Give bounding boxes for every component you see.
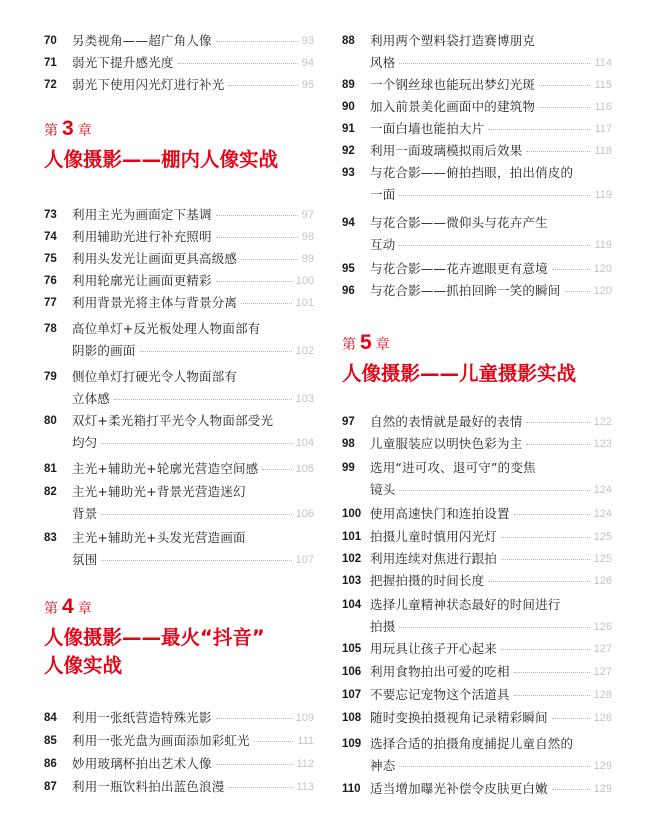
dot-leader [228, 85, 297, 86]
toc-entry-line [44, 458, 314, 480]
toc-entry[interactable] [342, 457, 612, 501]
toc-entry[interactable] [44, 226, 314, 248]
dot-leader [501, 537, 590, 538]
toc-entry[interactable] [44, 74, 314, 96]
dot-leader [216, 764, 293, 765]
toc-entry[interactable] [342, 96, 612, 118]
toc-entry[interactable] [342, 30, 612, 74]
entry-number: 88 [342, 35, 355, 47]
toc-entry[interactable] [44, 52, 314, 74]
toc-entry-line [44, 366, 314, 388]
entry-number: 83 [44, 532, 57, 544]
toc-entry-line [342, 638, 612, 660]
entry-number: 98 [342, 438, 355, 450]
toc-entry-line [44, 226, 314, 248]
toc-entry[interactable] [342, 594, 612, 638]
toc-entry-line [342, 280, 612, 302]
dot-leader [216, 281, 292, 282]
entry-number: 87 [44, 781, 57, 793]
chapter-heading [44, 118, 314, 174]
entry-title: 加入前景美化画面中的建筑物 [370, 99, 536, 114]
toc-entry[interactable] [44, 730, 314, 752]
dot-leader [526, 444, 589, 445]
toc-entry-line [342, 755, 612, 777]
entry-number: 75 [44, 253, 57, 265]
page-number: 104 [295, 437, 314, 449]
entry-title: 利用轮廓光让画面更精彩 [72, 273, 212, 288]
toc-entry[interactable] [44, 292, 314, 314]
entry-title: 弱光下使用闪光灯进行补光 [72, 77, 225, 92]
page-number: 106 [295, 508, 314, 520]
toc-entry-line [342, 479, 612, 501]
toc-entry-line [44, 292, 314, 314]
dot-leader [539, 85, 590, 86]
toc-entry[interactable] [342, 118, 612, 140]
entry-number: 84 [44, 712, 57, 724]
toc-entry[interactable] [44, 753, 314, 775]
toc-entry[interactable] [342, 411, 612, 433]
dot-leader [552, 718, 590, 719]
entry-title: 利用背景光将主体与背景分离 [72, 295, 238, 310]
page-number: 123 [593, 438, 612, 450]
chapter-number: 5 [360, 331, 372, 354]
entry-title: 妙用玻璃杯拍出艺术人像 [72, 756, 212, 771]
entry-number: 92 [342, 145, 355, 157]
entry-title: 利用头发光让画面更具高级感 [72, 251, 238, 266]
dot-leader [488, 581, 589, 582]
chapter-title-line: 人像摄影——棚内人像实战 [44, 148, 279, 171]
entry-title: 利用主光为画面定下基调 [72, 207, 212, 222]
entry-number: 77 [44, 297, 57, 309]
entry-number: 94 [342, 217, 355, 229]
entry-title: 不要忘记宠物这个活道具 [370, 687, 510, 702]
page-number: 112 [296, 758, 314, 770]
toc-entry-line [44, 30, 314, 52]
toc-entry-line [342, 733, 612, 755]
toc-entry-line [44, 730, 314, 752]
chapter-title-line: 人像实战 [44, 654, 123, 677]
toc-entry-line [44, 318, 314, 340]
dot-leader [216, 718, 292, 719]
entry-number: 86 [44, 758, 57, 770]
dot-leader [526, 422, 589, 423]
entry-title: 一个钢丝球也能玩出梦幻光斑 [370, 77, 536, 92]
toc-entry-line [44, 204, 314, 226]
toc-entry-line [44, 432, 314, 454]
page-number: 107 [295, 554, 314, 566]
entry-title: 氛围 [72, 552, 98, 567]
entry-title: 利用辅助光进行补充照明 [72, 229, 212, 244]
entry-title: 用玩具让孩子开心起来 [370, 641, 498, 656]
dot-leader [101, 514, 291, 515]
chapter-title-line: 人像摄影——儿童摄影实战 [342, 362, 577, 385]
toc-entry-line [342, 707, 612, 729]
chapter-number: 3 [62, 117, 74, 140]
toc-entry-line [44, 753, 314, 775]
entry-title: 选用“进可攻、退可守”的变焦 [370, 460, 536, 475]
page-number: 94 [301, 57, 314, 69]
dot-leader [399, 490, 589, 491]
toc-entry-line [342, 684, 612, 706]
toc-entry-line [342, 118, 612, 140]
toc-entry-line [342, 570, 612, 592]
dot-leader [488, 129, 590, 130]
toc-entry[interactable] [342, 74, 612, 96]
entry-number: 71 [44, 57, 57, 69]
entry-title: 利用一张光盘为画面添加彩虹光 [72, 733, 250, 748]
entry-title: 拍摄儿童时慎用闪光灯 [370, 529, 498, 544]
toc-entry[interactable] [44, 481, 314, 525]
chapter-label [342, 332, 612, 354]
toc-entry-line [44, 340, 314, 362]
dot-leader [526, 151, 590, 152]
entry-number: 109 [342, 738, 362, 750]
entry-number: 93 [342, 167, 355, 179]
entry-title: 均匀 [72, 435, 98, 450]
toc-entry[interactable] [342, 684, 612, 706]
entry-number: 80 [44, 415, 57, 427]
chapter-suffix: 章 [77, 123, 92, 139]
page-number: 129 [593, 783, 612, 795]
toc-entry-line [342, 30, 612, 52]
toc-entry[interactable] [44, 30, 314, 52]
dot-leader [399, 627, 589, 628]
entry-number: 79 [44, 371, 57, 383]
entry-title: 利用一面玻璃模拟雨后效果 [370, 143, 523, 158]
page-number: 97 [301, 209, 314, 221]
entry-title: 主光+辅助光+轮廓光营造空间感 [72, 461, 259, 476]
entry-title: 弱光下提升感光度 [72, 55, 174, 70]
page-number: 113 [296, 781, 314, 793]
toc-entry[interactable] [342, 433, 612, 455]
toc-entry-line [44, 410, 314, 432]
entry-title: 利用一瓶饮料拍出蓝色浪漫 [72, 779, 225, 794]
toc-entry-line [342, 411, 612, 433]
toc-entry-line [342, 96, 612, 118]
chapter-title [342, 360, 612, 388]
page-number: 116 [594, 101, 612, 113]
entry-number: 103 [342, 575, 362, 587]
toc-entry[interactable] [44, 366, 314, 410]
dot-leader [514, 672, 590, 673]
page-number: 120 [593, 263, 612, 275]
toc-entry[interactable] [44, 527, 314, 571]
entry-number: 102 [342, 553, 362, 565]
toc-entry[interactable] [342, 707, 612, 729]
chapter-suffix: 章 [77, 601, 92, 617]
toc-entry[interactable] [342, 212, 612, 256]
page-number: 125 [593, 531, 612, 543]
page-number: 101 [295, 297, 314, 309]
chapter-heading [44, 596, 314, 680]
entry-number: 97 [342, 416, 355, 428]
dot-leader [114, 399, 292, 400]
entry-title: 利用连续对焦进行跟拍 [370, 551, 498, 566]
chapter-suffix: 章 [375, 337, 390, 353]
page-number: 102 [295, 345, 314, 357]
toc-entry-line [342, 258, 612, 280]
toc-entry[interactable] [342, 778, 612, 800]
toc-entry-line [44, 549, 314, 571]
toc-entry-line [342, 778, 612, 800]
page-number: 127 [593, 666, 612, 678]
entry-number: 101 [342, 531, 362, 543]
page-number: 115 [594, 79, 612, 91]
chapter-title [44, 624, 314, 680]
toc-entry-line [342, 234, 612, 256]
page-number: 126 [593, 575, 612, 587]
dot-leader [501, 649, 590, 650]
entry-title: 利用两个塑料袋打造赛博朋克 [370, 33, 536, 48]
dot-leader [399, 766, 589, 767]
toc-entry[interactable] [44, 458, 314, 480]
toc-entry[interactable] [342, 162, 612, 206]
chapter-prefix: 第 [44, 123, 58, 139]
dot-leader [228, 787, 292, 788]
toc-entry-line [44, 481, 314, 503]
page-number: 122 [593, 416, 612, 428]
entry-title: 随时变换拍摄视角记录精彩瞬间 [370, 710, 548, 725]
page-number: 128 [593, 689, 612, 701]
entry-title: 拍摄 [370, 619, 396, 634]
toc-entry-line [342, 184, 612, 206]
entry-title: 选择合适的拍摄角度捕捉儿童自然的 [370, 736, 574, 751]
entry-number: 70 [44, 35, 57, 47]
entry-number: 91 [342, 123, 355, 135]
chapter-prefix: 第 [342, 337, 356, 353]
toc-entry-line [342, 594, 612, 616]
page-number: 93 [301, 35, 314, 47]
toc-entry-line [342, 74, 612, 96]
toc-entry[interactable] [342, 570, 612, 592]
page-number: 129 [593, 760, 612, 772]
entry-number: 90 [342, 101, 355, 113]
dot-leader [539, 107, 590, 108]
dot-leader [216, 237, 298, 238]
chapter-label [44, 118, 314, 140]
toc-entry-line [44, 707, 314, 729]
dot-leader [514, 514, 590, 515]
chapter-number: 4 [62, 595, 74, 618]
entry-number: 81 [44, 463, 57, 475]
toc-entry[interactable] [342, 258, 612, 280]
entry-title: 使用高速快门和连拍设置 [370, 506, 510, 521]
entry-title: 互动 [370, 237, 396, 252]
entry-number: 104 [342, 599, 362, 611]
toc-entry-line [44, 52, 314, 74]
toc-entry-line [342, 52, 612, 74]
entry-title: 立体感 [72, 391, 111, 406]
toc-entry-line [44, 388, 314, 410]
page-number: 126 [593, 621, 612, 633]
dot-leader [254, 741, 293, 742]
toc-entry[interactable] [44, 318, 314, 362]
toc-entry-line [342, 140, 612, 162]
chapter-prefix: 第 [44, 601, 58, 617]
toc-entry-line [342, 433, 612, 455]
chapter-label [44, 596, 314, 618]
toc-entry[interactable] [342, 503, 612, 525]
toc-entry-line [342, 548, 612, 570]
entry-number: 110 [342, 783, 361, 795]
entry-title: 自然的表情就是最好的表情 [370, 414, 523, 429]
dot-leader [262, 469, 291, 470]
entry-title: 主光+辅助光+头发光营造画面 [72, 530, 246, 545]
toc-entry[interactable] [44, 707, 314, 729]
dot-leader [241, 303, 292, 304]
toc-entry[interactable] [44, 204, 314, 226]
chapter-title-line: 人像摄影——最火“抖音” [44, 626, 265, 649]
toc-entry[interactable] [342, 140, 612, 162]
dot-leader [514, 695, 590, 696]
dot-leader [552, 789, 590, 790]
entry-number: 78 [44, 323, 57, 335]
entry-number: 76 [44, 275, 57, 287]
entry-title: 另类视角——超广角人像 [72, 33, 212, 48]
entry-title: 与花合影——俯拍挡眼，拍出俏皮的 [370, 165, 574, 180]
page-number: 119 [594, 239, 612, 251]
entry-title: 与花合影——微仰头与花卉产生 [370, 215, 548, 230]
entry-title: 儿童服装应以明快色彩为主 [370, 436, 523, 451]
page-number: 117 [594, 123, 612, 135]
page-number: 120 [593, 285, 612, 297]
page-number: 128 [593, 712, 612, 724]
entry-number: 72 [44, 79, 57, 91]
page-number: 99 [301, 253, 314, 265]
toc-entry-line [342, 616, 612, 638]
toc-entry[interactable] [44, 248, 314, 270]
entry-title: 选择儿童精神状态最好的时间进行 [370, 597, 561, 612]
entry-number: 108 [342, 712, 362, 724]
toc-entry[interactable] [342, 280, 612, 302]
entry-number: 107 [342, 689, 362, 701]
dot-leader [399, 195, 590, 196]
entry-title: 利用食物拍出可爱的吃相 [370, 664, 510, 679]
page-number: 124 [593, 508, 612, 520]
toc-entry[interactable] [342, 548, 612, 570]
entry-title: 镜头 [370, 482, 396, 497]
dot-leader [101, 560, 291, 561]
entry-title: 与花合影——抓拍回眸一笑的瞬间 [370, 283, 561, 298]
entry-title: 一面 [370, 187, 396, 202]
dot-leader [216, 215, 298, 216]
dot-leader [178, 63, 298, 64]
chapter-heading [342, 332, 612, 388]
entry-title: 双灯+柔光箱打平光令人物面部受光 [72, 413, 274, 428]
page-number: 127 [593, 643, 612, 655]
entry-title: 侧位单灯打硬光令人物面部有 [72, 369, 238, 384]
toc-entry-line [342, 162, 612, 184]
toc-entry-line [342, 457, 612, 479]
dot-leader [399, 63, 590, 64]
toc-entry-line [342, 503, 612, 525]
page-number: 100 [295, 275, 314, 287]
page-number: 114 [594, 57, 612, 69]
toc-entry[interactable] [342, 638, 612, 660]
entry-title: 把握拍摄的时间长度 [370, 573, 485, 588]
dot-leader [101, 443, 291, 444]
toc-entry[interactable] [342, 733, 612, 777]
chapter-title [44, 146, 314, 174]
entry-title: 适当增加曝光补偿令皮肤更白嫩 [370, 781, 548, 796]
entry-number: 82 [44, 486, 57, 498]
entry-title: 高位单灯+反光板处理人物面部有 [72, 321, 261, 336]
entry-title: 神态 [370, 758, 396, 773]
entry-number: 99 [342, 462, 355, 474]
entry-title: 背景 [72, 506, 98, 521]
toc-entry-line [44, 503, 314, 525]
entry-number: 74 [44, 231, 57, 243]
page-number: 124 [593, 484, 612, 496]
toc-entry[interactable] [342, 526, 612, 548]
dot-leader [552, 269, 590, 270]
page-number: 125 [593, 553, 612, 565]
toc-entry-line [342, 526, 612, 548]
dot-leader [140, 351, 292, 352]
toc-entry[interactable] [44, 270, 314, 292]
entry-number: 73 [44, 209, 57, 221]
toc-entry[interactable] [342, 661, 612, 683]
page-number: 119 [594, 189, 612, 201]
toc-entry-line [342, 212, 612, 234]
entry-number: 89 [342, 79, 355, 91]
page-number: 111 [297, 735, 314, 747]
page-number: 95 [301, 79, 314, 91]
dot-leader [501, 559, 590, 560]
toc-entry-line [44, 776, 314, 798]
page-number: 105 [295, 463, 314, 475]
dot-leader [241, 259, 298, 260]
dot-leader [399, 245, 590, 246]
entry-title: 阴影的画面 [72, 343, 136, 358]
page-number: 118 [594, 145, 612, 157]
toc-entry[interactable] [44, 410, 314, 454]
entry-title: 风格 [370, 55, 396, 70]
entry-number: 100 [342, 508, 362, 520]
entry-number: 85 [44, 735, 57, 747]
entry-number: 106 [342, 666, 362, 678]
toc-entry-line [44, 270, 314, 292]
dot-leader [216, 41, 298, 42]
toc-entry-line [342, 661, 612, 683]
entry-number: 105 [342, 643, 362, 655]
page-number: 109 [295, 712, 314, 724]
toc-entry-line [44, 74, 314, 96]
entry-title: 一面白墙也能拍大片 [370, 121, 485, 136]
entry-number: 96 [342, 285, 355, 297]
page-number: 103 [295, 393, 314, 405]
entry-title: 利用一张纸营造特殊光影 [72, 710, 212, 725]
dot-leader [565, 291, 590, 292]
toc-entry-line [44, 527, 314, 549]
entry-number: 95 [342, 263, 355, 275]
toc-entry[interactable] [44, 776, 314, 798]
entry-title: 主光+辅助光+背景光营造迷幻 [72, 484, 246, 499]
toc-entry-line [44, 248, 314, 270]
page-number: 98 [301, 231, 314, 243]
entry-title: 与花合影——花卉遮眼更有意境 [370, 261, 548, 276]
